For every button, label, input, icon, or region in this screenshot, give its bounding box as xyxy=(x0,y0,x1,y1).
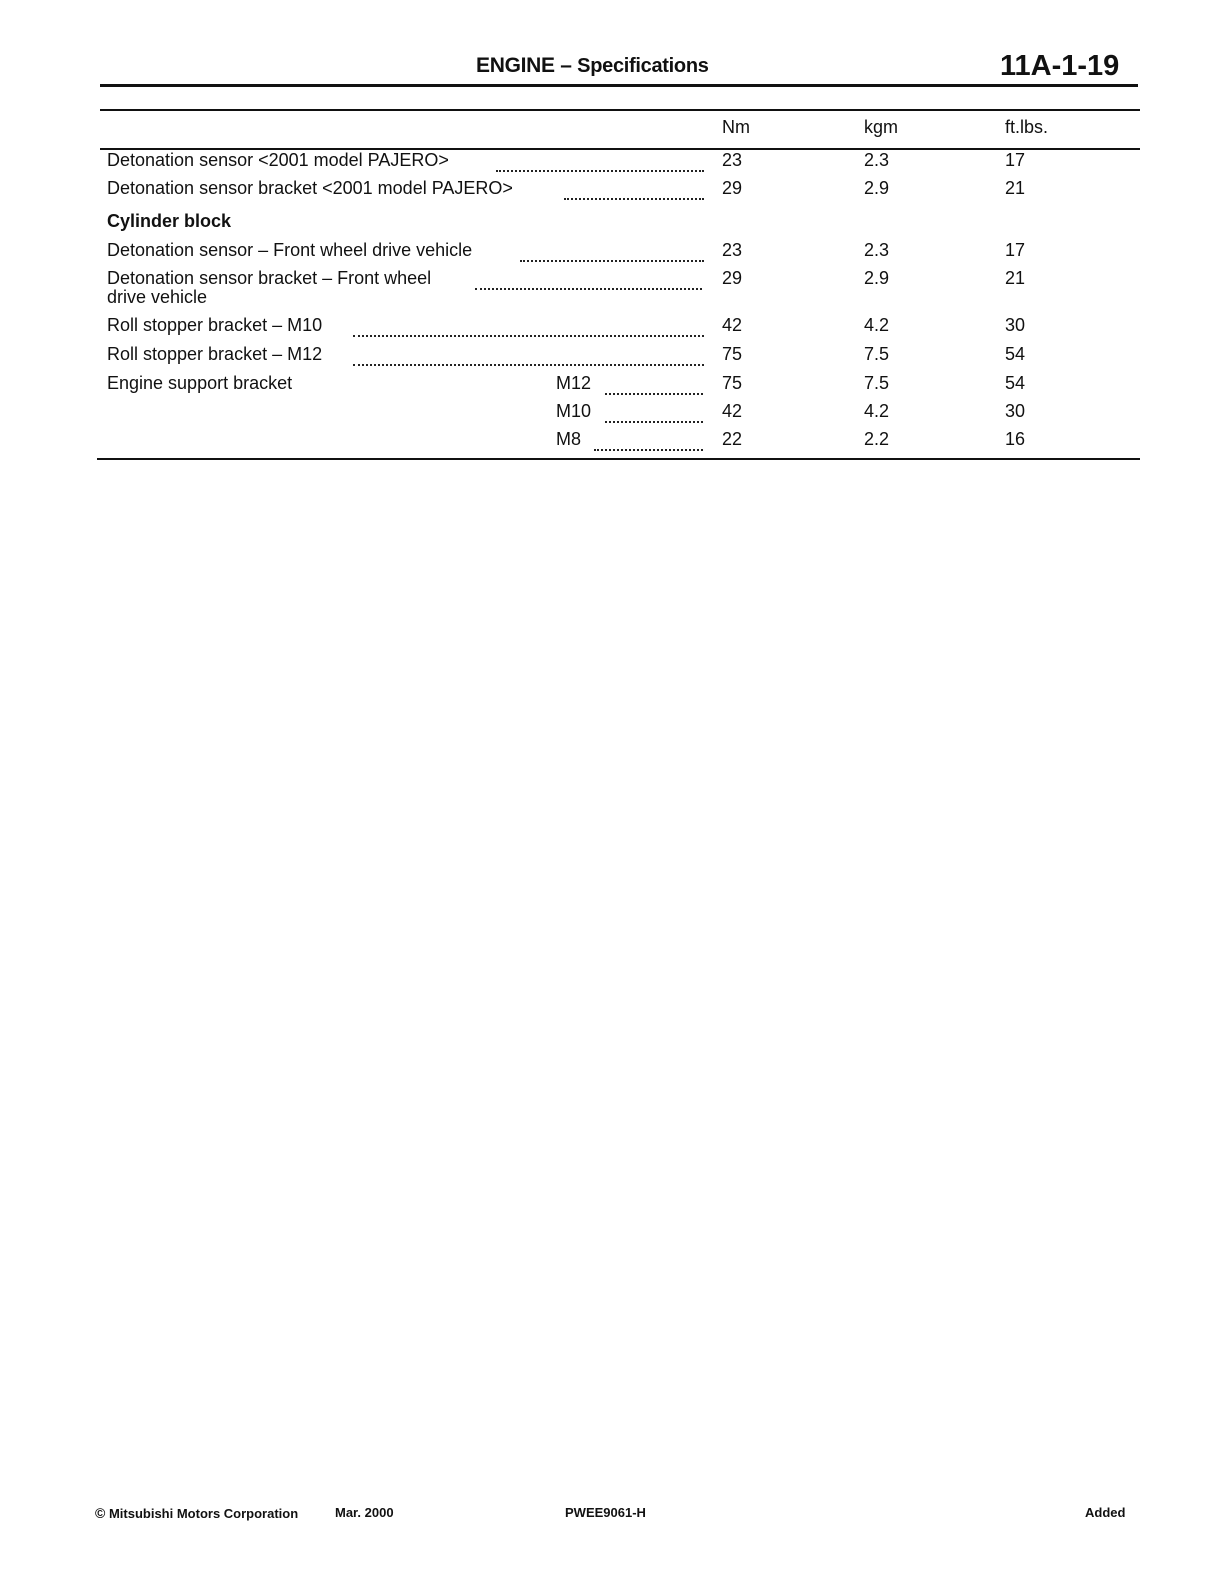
value-ftlbs: 16 xyxy=(1005,429,1026,449)
value-kgm: 2.2 xyxy=(864,429,890,449)
value-kgm: 2.9 xyxy=(864,178,890,198)
footer-status: Added xyxy=(1085,1505,1126,1520)
table-row xyxy=(0,429,1224,455)
row-label: Engine support bracket xyxy=(107,373,293,393)
leader-dots xyxy=(605,401,703,423)
value-ftlbs: 17 xyxy=(1005,240,1026,260)
value-ftlbs: 17 xyxy=(1005,150,1026,170)
value-kgm: 7.5 xyxy=(864,373,890,393)
table-row xyxy=(0,150,1224,176)
value-nm: 75 xyxy=(722,373,743,393)
value-ftlbs: 21 xyxy=(1005,268,1026,288)
value-ftlbs: 54 xyxy=(1005,373,1026,393)
row-label: Detonation sensor bracket <2001 model PAJERO> xyxy=(107,178,513,198)
row-label: Detonation sensor <2001 model PAJERO> xyxy=(107,150,449,170)
section-heading: Cylinder block xyxy=(107,211,232,231)
value-ftlbs: 30 xyxy=(1005,401,1026,421)
row-label: Roll stopper bracket – M10 xyxy=(107,315,323,335)
value-nm: 42 xyxy=(722,315,743,335)
footer-copyright xyxy=(95,1505,298,1521)
leader-dots xyxy=(353,315,704,337)
page-title xyxy=(476,54,709,78)
column-header-kgm: kgm xyxy=(864,117,899,137)
copyright-icon: © xyxy=(95,1505,106,1521)
table-row xyxy=(0,401,1224,427)
footer-company: Mitsubishi Motors Corporation xyxy=(108,1506,299,1521)
footer-date: Mar. 2000 xyxy=(335,1505,394,1520)
row-label: Roll stopper bracket – M12 xyxy=(107,344,323,364)
value-nm: 42 xyxy=(722,401,743,421)
value-kgm: 2.9 xyxy=(864,268,890,288)
section-heading-row xyxy=(0,211,1224,237)
table-row xyxy=(0,178,1224,204)
value-nm: 29 xyxy=(722,178,743,198)
row-label: Detonation sensor – Front wheel drive vehicle xyxy=(107,240,473,260)
value-kgm: 2.3 xyxy=(864,150,890,170)
value-kgm: 7.5 xyxy=(864,344,890,364)
value-ftlbs: 54 xyxy=(1005,344,1026,364)
value-nm: 75 xyxy=(722,344,743,364)
title-main: ENGINE – xyxy=(476,54,578,77)
row-sublabel: M12 xyxy=(556,373,592,393)
leader-dots xyxy=(475,268,702,290)
value-nm: 22 xyxy=(722,429,743,449)
value-nm: 29 xyxy=(722,268,743,288)
row-label-continued: drive vehicle xyxy=(107,287,208,307)
row-label: Detonation sensor bracket – Front wheel xyxy=(107,268,432,288)
title-sub: Specifications xyxy=(577,55,709,77)
row-sublabel: M10 xyxy=(556,401,592,421)
value-nm: 23 xyxy=(722,240,743,260)
row-sublabel: M8 xyxy=(556,429,582,449)
table-row xyxy=(0,268,1224,310)
leader-dots xyxy=(594,429,703,451)
value-kgm: 4.2 xyxy=(864,315,890,335)
table-row xyxy=(0,373,1224,399)
value-ftlbs: 30 xyxy=(1005,315,1026,335)
table-row xyxy=(0,315,1224,341)
leader-dots xyxy=(353,344,704,366)
header-rule xyxy=(100,84,1138,87)
value-kgm: 4.2 xyxy=(864,401,890,421)
table-row xyxy=(0,240,1224,266)
leader-dots xyxy=(520,240,704,262)
table-top-rule xyxy=(100,109,1140,111)
value-ftlbs: 21 xyxy=(1005,178,1026,198)
page-number: 11A-1-19 xyxy=(1000,50,1120,82)
column-header-ftlbs: ft.lbs. xyxy=(1005,117,1049,137)
column-header-nm: Nm xyxy=(722,117,750,137)
table-row xyxy=(0,344,1224,370)
footer-doc-code: PWEE9061-H xyxy=(565,1505,646,1520)
value-nm: 23 xyxy=(722,150,743,170)
leader-dots xyxy=(496,150,704,172)
table-bottom-rule xyxy=(97,458,1140,460)
leader-dots xyxy=(605,373,703,395)
value-kgm: 2.3 xyxy=(864,240,890,260)
leader-dots xyxy=(564,178,704,200)
